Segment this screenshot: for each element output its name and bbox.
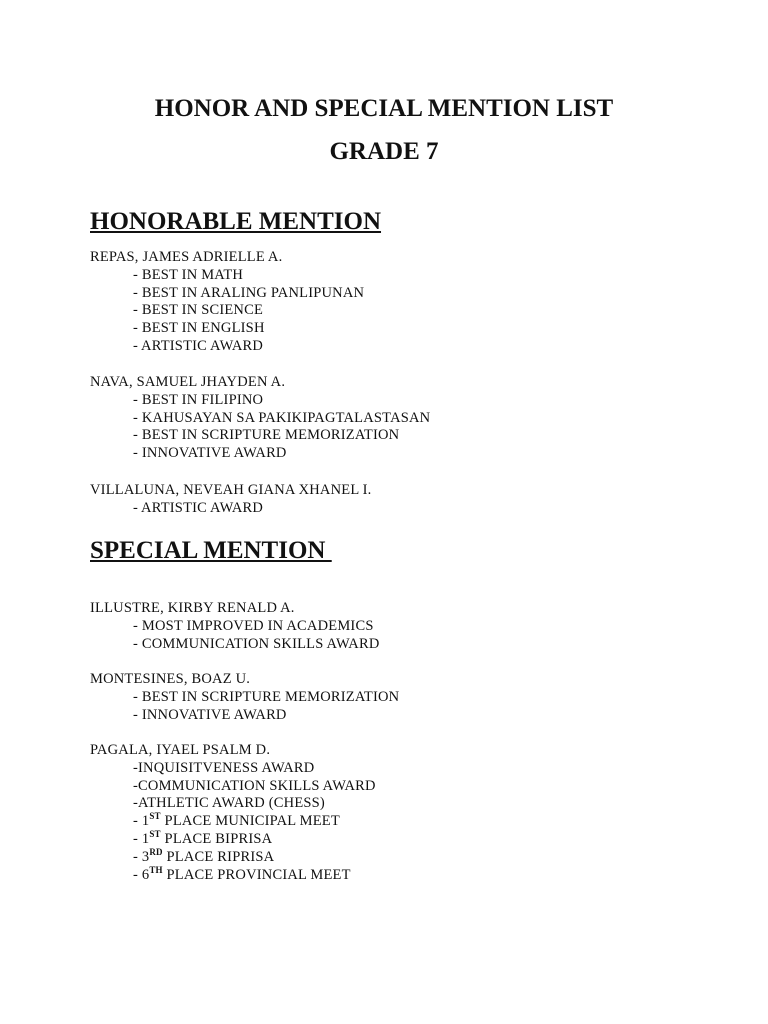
student-entry — [90, 249, 748, 356]
award-item: - INNOVATIVE AWARD — [133, 445, 287, 462]
placement-item — [90, 864, 748, 885]
student-name: ILLUSTRE, KIRBY RENALD A. — [90, 600, 295, 616]
award-item: - ARTISTIC AWARD — [133, 337, 264, 354]
placement-prefix: - 1 — [133, 813, 150, 830]
placement-item — [90, 846, 748, 867]
special-mention-heading: SPECIAL MENTION — [90, 537, 332, 564]
student-entry — [90, 374, 748, 463]
honorable-mention-heading: HONORABLE MENTION — [90, 208, 382, 235]
placement-item — [90, 813, 748, 831]
student-entry — [90, 742, 748, 884]
ordinal-suffix: RD — [149, 846, 163, 857]
award-item: - BEST IN ARALING PANLIPUNAN — [133, 284, 365, 301]
award-item: -ATHLETIC AWARD (CHESS) — [133, 795, 325, 812]
award-item: - BEST IN ENGLISH — [133, 320, 265, 337]
student-entry — [90, 671, 748, 724]
student-name: VILLALUNA, NEVEAH GIANA XHANEL I. — [90, 482, 372, 498]
award-item: - BEST IN SCIENCE — [133, 302, 264, 319]
placement-prefix: - 3 — [133, 848, 150, 865]
award-item: - COMMUNICATION SKILLS AWARD — [133, 635, 380, 652]
student-entry — [90, 482, 748, 518]
award-item: - BEST IN SCRIPTURE MEMORIZATION — [133, 427, 400, 444]
placement-prefix: - 6 — [133, 866, 150, 883]
student-name: PAGALA, IYAEL PSALM D. — [90, 742, 271, 758]
placement-text: PLACE PROVINCIAL MEET — [162, 866, 351, 883]
student-entry — [90, 600, 748, 653]
ordinal-suffix: ST — [149, 811, 161, 822]
award-item: - BEST IN FILIPINO — [133, 391, 264, 408]
award-item: - MOST IMPROVED IN ACADEMICS — [133, 617, 374, 634]
placement-text: PLACE MUNICIPAL MEET — [160, 813, 340, 830]
placement-text: PLACE BIPRISA — [160, 830, 273, 847]
award-item: -COMMUNICATION SKILLS AWARD — [133, 777, 376, 794]
student-name: MONTESINES, BOAZ U. — [90, 671, 251, 687]
placement-prefix: - 1 — [133, 830, 150, 847]
award-item: - INNOVATIVE AWARD — [133, 706, 287, 723]
placement-text: PLACE RIPRISA — [162, 848, 275, 865]
ordinal-suffix: TH — [149, 864, 163, 875]
award-item: - KAHUSAYAN SA PAKIKIPAGTALASTASAN — [133, 409, 431, 426]
grade-title: GRADE 7 — [329, 138, 439, 165]
student-name: REPAS, JAMES ADRIELLE A. — [90, 249, 283, 265]
placement-item — [90, 828, 748, 849]
award-item: -INQUISITVENESS AWARD — [133, 759, 315, 776]
page-title: HONOR AND SPECIAL MENTION LIST — [154, 95, 614, 122]
award-item: - BEST IN MATH — [133, 266, 244, 283]
student-name: NAVA, SAMUEL JHAYDEN A. — [90, 374, 286, 390]
award-item: - ARTISTIC AWARD — [133, 499, 264, 516]
award-item: - BEST IN SCRIPTURE MEMORIZATION — [133, 688, 400, 705]
ordinal-suffix: ST — [149, 828, 161, 839]
